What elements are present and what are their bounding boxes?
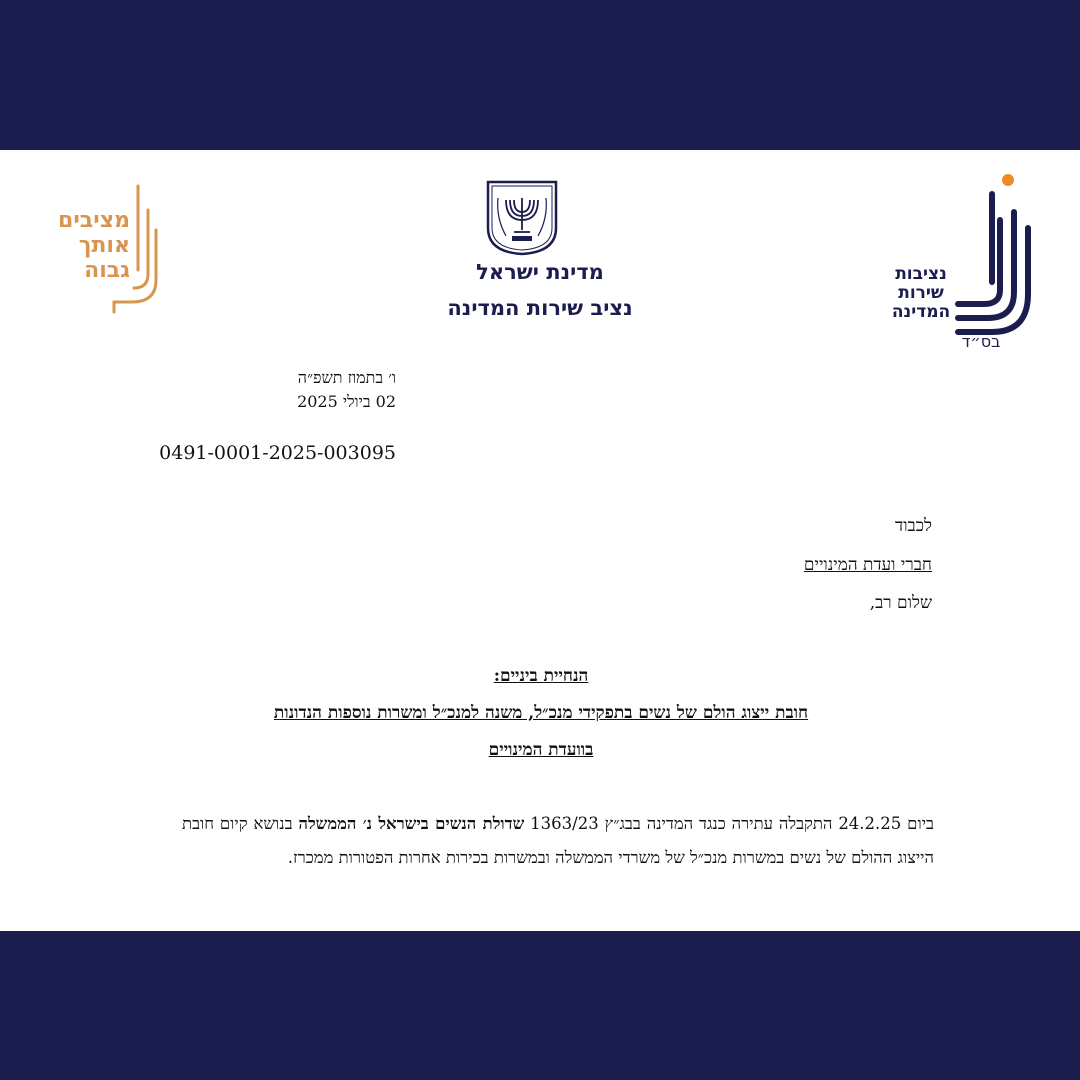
state-emblem-icon [484,178,560,256]
to-label: לכבוד [895,516,932,536]
recipient: חברי ועדת המינויים [803,555,932,575]
greeting: שלום רב, [869,593,932,613]
bsd-mark: בס״ד [961,332,1001,351]
top-band [0,0,1080,150]
bottom-band [0,931,1080,1080]
subject-line-2: חובת ייצוג הולם של נשים בתפקידי מנכ״ל, משנה למנכ״ל ומשרות נוספות הנדונות [273,703,809,723]
commission-name: נציב שירות המדינה [447,296,633,320]
letter-dates [150,366,396,414]
letter-body: ביום 24.2.25 התקבלה עתירה כנגד המדינה בבג״ץ 1363/23 שדולת הנשים בישראל נ׳ הממשלה בנושא קיום חובת הייצוג ההולם של נשים במשרות מנכ״ל של משרדי הממשלה ובמשרות בכירות אחרות הפטורות ממכרז. [182,814,934,867]
subject-line-1: הנחיית ביניים: [493,666,589,686]
gregorian-date: 02 ביולי 2025 [297,392,396,411]
state-name: מדינת ישראל [476,260,604,284]
subject-line-3: בוועדת המינויים [488,740,594,760]
letter-page [0,150,1080,931]
civil-service-logo-icon [888,172,1038,352]
civil-service-logo-text: נציבות שירות המדינה [891,264,951,322]
campaign-logo-text: מציבים אותך גבוה [58,208,130,283]
hebrew-date: ו׳ בתמוז תשפ״ה [297,368,396,387]
reference-number: 0491-0001-2025-003095 [159,442,396,464]
